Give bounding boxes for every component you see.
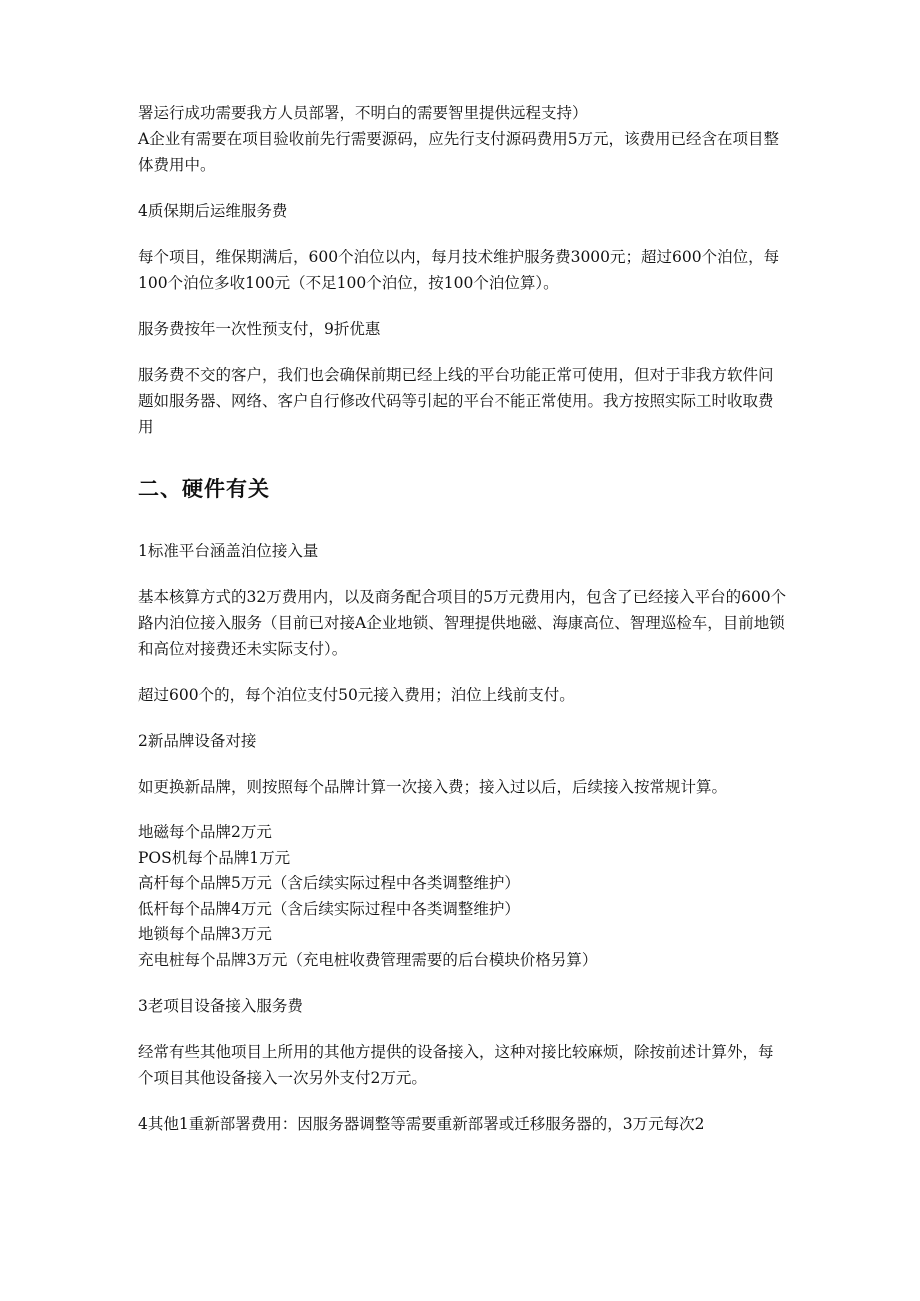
price-list xyxy=(138,820,788,973)
paragraph: 服务费不交的客户，我们也会确保前期已经上线的平台功能正常可使用，但对于非我方软件问题如服务器、网络、客户自行修改代码等引起的平台不能正常使用。我方按照实际工时收取费用 xyxy=(138,366,774,436)
list-item: POS机每个品牌1万元 xyxy=(138,848,291,867)
list-item: 高杆每个品牌5万元（含后续实际过程中各类调整维护） xyxy=(138,874,520,892)
paragraph: 服务费按年一次性预支付，9折优惠 xyxy=(138,320,381,338)
section-title: 4质保期后运维服务费 xyxy=(138,202,288,220)
section-title: 1标准平台涵盖泊位接入量 xyxy=(138,542,319,560)
list-item: 地磁每个品牌2万元 xyxy=(138,823,272,841)
paragraph: 超过600个的，每个泊位支付50元接入费用；泊位上线前支付。 xyxy=(138,686,575,704)
list-item: 低杆每个品牌4万元（含后续实际过程中各类调整维护） xyxy=(138,899,520,918)
paragraph: 每个项目，维保期满后，600个泊位以内，每月技术维护服务费3000元；超过600个泊位，每100个泊位多收100元（不足100个泊位，按100个泊位算）。 xyxy=(138,248,780,292)
document-page xyxy=(138,100,788,1137)
paragraph: A企业有需要在项目验收前先行需要源码，应先行支付源码费用5万元，该费用已经含在项目整体费用中。 xyxy=(138,130,780,174)
section-title: 3老项目设备接入服务费 xyxy=(138,997,303,1015)
list-item: 地锁每个品牌3万元 xyxy=(138,925,272,943)
section-title: 2新品牌设备对接 xyxy=(138,732,257,750)
paragraph: 基本核算方式的32万费用内，以及商务配合项目的5万元费用内，包含了已经接入平台的600个路内泊位接入服务（目前已对接A企业地锁、智理提供地磁、海康高位、智理巡检车，目前地锁和高位对接费还未实际支付）。 xyxy=(138,588,787,658)
heading-hardware: 二、硬件有关 xyxy=(138,476,270,501)
paragraph: 4其他1重新部署费用：因服务器调整等需要重新部署或迁移服务器的，3万元每次2 xyxy=(138,1115,705,1133)
paragraph: 经常有些其他项目上所用的其他方提供的设备接入，这种对接比较麻烦，除按前述计算外，每个项目其他设备接入一次另外支付2万元。 xyxy=(138,1043,774,1087)
list-item: 充电桩每个品牌3万元（充电桩收费管理需要的后台模块价格另算） xyxy=(138,950,598,969)
paragraph: 署运行成功需要我方人员部署，不明白的需要智里提供远程支持） xyxy=(138,104,588,122)
paragraph: 如更换新品牌，则按照每个品牌计算一次接入费；接入过以后，后续接入按常规计算。 xyxy=(138,778,728,796)
